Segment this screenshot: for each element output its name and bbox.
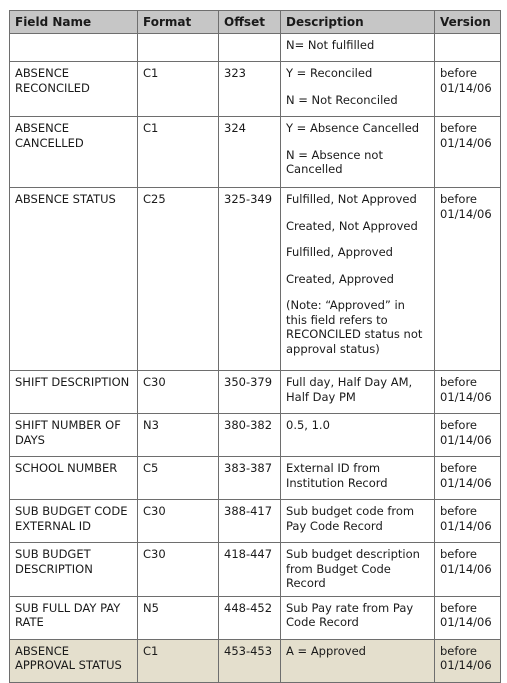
cell-format: N5 (138, 596, 219, 639)
cell-offset: 448-452 (219, 596, 281, 639)
cell-field-name: SUB BUDGET DESCRIPTION (10, 543, 138, 597)
table-row (10, 188, 501, 371)
header-format: Format (138, 11, 219, 34)
cell-format: C30 (138, 371, 219, 414)
description-line: Y = Absence Cancelled (286, 121, 420, 135)
description-line: Sub budget code from Pay Code Record (286, 504, 415, 533)
cell-version: before 01/14/06 (435, 596, 501, 639)
header-description: Description (281, 11, 435, 34)
cell-offset: 418-447 (219, 543, 281, 597)
cell-description (281, 117, 435, 188)
cell-format: C25 (138, 188, 219, 371)
cell-offset: 380-382 (219, 414, 281, 457)
description-line: N= Not fulfilled (286, 38, 375, 52)
table-row (10, 34, 501, 62)
description-line: Y = Reconciled (286, 66, 373, 80)
cell-version: before 01/14/06 (435, 371, 501, 414)
cell-field-name: ABSENCE APPROVAL STATUS (10, 639, 138, 682)
cell-version: before 01/14/06 (435, 414, 501, 457)
cell-offset: 325-349 (219, 188, 281, 371)
table-body (10, 34, 501, 683)
description-line: Fulfilled, Approved (286, 245, 393, 259)
description-line: External ID from Institution Record (286, 461, 388, 490)
cell-offset: 453-453 (219, 639, 281, 682)
description-line: Created, Approved (286, 271, 394, 286)
cell-version: before 01/14/06 (435, 639, 501, 682)
header-field-name: Field Name (10, 11, 138, 34)
cell-description (281, 188, 435, 371)
cell-version: before 01/14/06 (435, 457, 501, 500)
table-row (10, 62, 501, 117)
description-line: A = Approved (286, 643, 366, 658)
cell-version: before 01/14/06 (435, 188, 501, 371)
description-line: Fulfilled, Not Approved (286, 192, 417, 206)
description-line: Created, Not Approved (286, 218, 418, 233)
cell-format: C30 (138, 543, 219, 597)
description-line: N = Not Reconciled (286, 92, 398, 107)
cell-version (435, 34, 501, 62)
description-line: Sub budget description from Budget Code Record (286, 547, 420, 590)
cell-description (281, 543, 435, 597)
cell-offset: 323 (219, 62, 281, 117)
table-row (10, 457, 501, 500)
cell-description (281, 500, 435, 543)
header-row (10, 11, 501, 34)
cell-description (281, 414, 435, 457)
cell-description (281, 34, 435, 62)
cell-field-name: SHIFT DESCRIPTION (10, 371, 138, 414)
cell-description (281, 371, 435, 414)
cell-field-name: SHIFT NUMBER OF DAYS (10, 414, 138, 457)
cell-offset: 383-387 (219, 457, 281, 500)
cell-format: C1 (138, 62, 219, 117)
description-line: N = Absence not Cancelled (286, 147, 383, 176)
cell-version: before 01/14/06 (435, 543, 501, 597)
cell-field-name (10, 34, 138, 62)
cell-format (138, 34, 219, 62)
cell-version: before 01/14/06 (435, 117, 501, 188)
cell-field-name: SUB BUDGET CODE EXTERNAL ID (10, 500, 138, 543)
cell-description (281, 596, 435, 639)
cell-offset: 324 (219, 117, 281, 188)
cell-field-name: SCHOOL NUMBER (10, 457, 138, 500)
cell-description (281, 639, 435, 682)
cell-field-name: SUB FULL DAY PAY RATE (10, 596, 138, 639)
description-line: 0.5, 1.0 (286, 418, 330, 432)
table-row (10, 414, 501, 457)
cell-field-name: ABSENCE RECONCILED (10, 62, 138, 117)
cell-format: C5 (138, 457, 219, 500)
table-row (10, 596, 501, 639)
cell-field-name: ABSENCE CANCELLED (10, 117, 138, 188)
cell-offset: 388-417 (219, 500, 281, 543)
table-row (10, 543, 501, 597)
cell-format: C1 (138, 639, 219, 682)
description-line: Full day, Half Day AM, Half Day PM (286, 375, 413, 404)
cell-version: before 01/14/06 (435, 62, 501, 117)
field-definition-table (9, 10, 501, 683)
description-line: (Note: “Approved” in this field refers to RECONCILED status not approval status) (286, 298, 423, 356)
cell-format: N3 (138, 414, 219, 457)
table-row (10, 117, 501, 188)
cell-field-name: ABSENCE STATUS (10, 188, 138, 371)
cell-format: C1 (138, 117, 219, 188)
table-row (10, 371, 501, 414)
cell-offset (219, 34, 281, 62)
cell-offset: 350-379 (219, 371, 281, 414)
cell-description (281, 457, 435, 500)
description-line: Sub Pay rate from Pay Code Record (286, 600, 414, 629)
cell-format: C30 (138, 500, 219, 543)
table-row (10, 639, 501, 682)
cell-version: before 01/14/06 (435, 500, 501, 543)
table-row (10, 500, 501, 543)
header-version: Version (435, 11, 501, 34)
cell-description (281, 62, 435, 117)
header-offset: Offset (219, 11, 281, 34)
